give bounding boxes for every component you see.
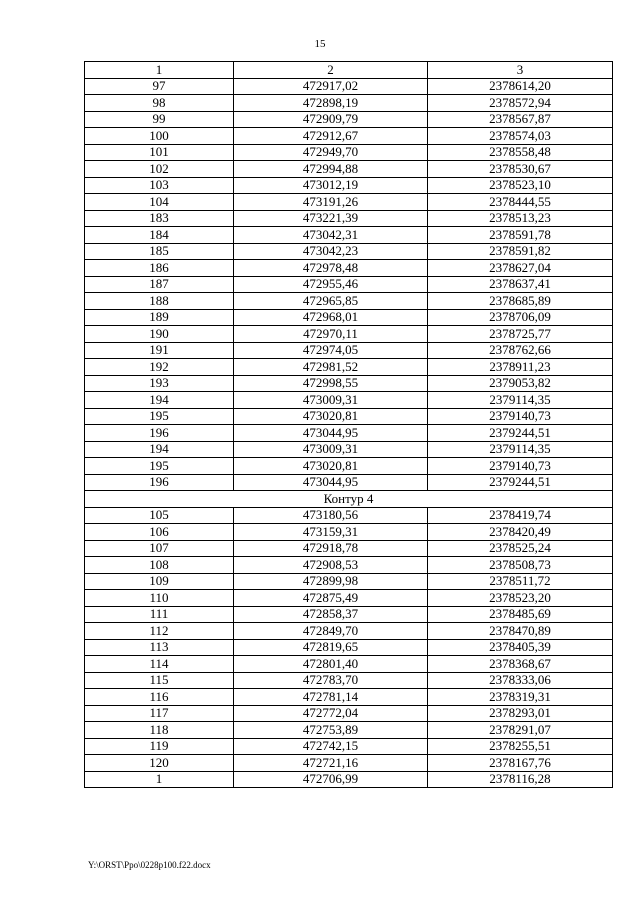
table-row [85,474,613,491]
x-coordinate-cell: 472898,19 [234,95,428,112]
y-coordinate-cell: 2378572,94 [428,95,613,112]
table-row [85,144,613,161]
y-coordinate-cell: 2378523,20 [428,590,613,607]
table-row [85,95,613,112]
x-coordinate-cell: 472965,85 [234,293,428,310]
x-coordinate-cell: 472772,04 [234,705,428,722]
point-number-cell: 103 [85,177,234,194]
y-coordinate-cell: 2378333,06 [428,672,613,689]
table-row [85,243,613,260]
coordinates-table [84,61,613,788]
table-row [85,689,613,706]
x-coordinate-cell: 473044,95 [234,425,428,442]
table-row [85,656,613,673]
table-row [85,111,613,128]
point-number-cell: 104 [85,194,234,211]
x-coordinate-cell: 472783,70 [234,672,428,689]
table-row [85,161,613,178]
x-coordinate-cell: 473159,31 [234,524,428,541]
point-number-cell: 110 [85,590,234,607]
y-coordinate-cell: 2378574,03 [428,128,613,145]
y-coordinate-cell: 2378420,49 [428,524,613,541]
point-number-cell: 1 [85,771,234,788]
y-coordinate-cell: 2379114,35 [428,392,613,409]
point-number-cell: 117 [85,705,234,722]
table-row [85,705,613,722]
y-coordinate-cell: 2379244,51 [428,474,613,491]
y-coordinate-cell: 2378291,07 [428,722,613,739]
y-coordinate-cell: 2378627,04 [428,260,613,277]
table-row [85,227,613,244]
point-number-cell: 118 [85,722,234,739]
point-number-cell: 109 [85,573,234,590]
x-coordinate-cell: 472918,78 [234,540,428,557]
y-coordinate-cell: 2379114,35 [428,441,613,458]
x-coordinate-cell: 472781,14 [234,689,428,706]
y-coordinate-cell: 2378485,69 [428,606,613,623]
table-row [85,392,613,409]
point-number-cell: 115 [85,672,234,689]
point-number-cell: 120 [85,755,234,772]
x-coordinate-cell: 473020,81 [234,408,428,425]
y-coordinate-cell: 2378513,23 [428,210,613,227]
point-number-cell: 196 [85,425,234,442]
table-row [85,524,613,541]
y-coordinate-cell: 2378614,20 [428,78,613,95]
point-number-cell: 116 [85,689,234,706]
x-coordinate-cell: 473221,39 [234,210,428,227]
point-number-cell: 97 [85,78,234,95]
x-coordinate-cell: 473180,56 [234,507,428,524]
x-coordinate-cell: 472819,65 [234,639,428,656]
x-coordinate-cell: 472753,89 [234,722,428,739]
table-row [85,309,613,326]
x-coordinate-cell: 472849,70 [234,623,428,640]
point-number-cell: 108 [85,557,234,574]
x-coordinate-cell: 473042,23 [234,243,428,260]
point-number-cell: 112 [85,623,234,640]
point-number-cell: 113 [85,639,234,656]
x-coordinate-cell: 472994,88 [234,161,428,178]
y-coordinate-cell: 2378591,78 [428,227,613,244]
x-coordinate-cell: 472981,52 [234,359,428,376]
x-coordinate-cell: 472706,99 [234,771,428,788]
x-coordinate-cell: 473009,31 [234,392,428,409]
x-coordinate-cell: 472949,70 [234,144,428,161]
point-number-cell: 186 [85,260,234,277]
point-number-cell: 106 [85,524,234,541]
table-row [85,210,613,227]
table-row [85,326,613,343]
y-coordinate-cell: 2378405,39 [428,639,613,656]
x-coordinate-cell: 472970,11 [234,326,428,343]
table-row [85,78,613,95]
y-coordinate-cell: 2378116,28 [428,771,613,788]
x-coordinate-cell: 473191,26 [234,194,428,211]
table-row [85,722,613,739]
y-coordinate-cell: 2378255,51 [428,738,613,755]
table-header-row [85,62,613,79]
x-coordinate-cell: 472801,40 [234,656,428,673]
table-row [85,359,613,376]
y-coordinate-cell: 2378685,89 [428,293,613,310]
table-row [85,623,613,640]
x-coordinate-cell: 472908,53 [234,557,428,574]
point-number-cell: 100 [85,128,234,145]
x-coordinate-cell: 472917,02 [234,78,428,95]
table-row [85,672,613,689]
point-number-cell: 195 [85,408,234,425]
point-number-cell: 111 [85,606,234,623]
point-number-cell: 194 [85,441,234,458]
point-number-cell: 185 [85,243,234,260]
table-row [85,128,613,145]
y-coordinate-cell: 2378911,23 [428,359,613,376]
point-number-cell: 184 [85,227,234,244]
point-number-cell: 190 [85,326,234,343]
y-coordinate-cell: 2378511,72 [428,573,613,590]
column-header-y: 3 [428,62,613,79]
x-coordinate-cell: 473044,95 [234,474,428,491]
point-number-cell: 196 [85,474,234,491]
y-coordinate-cell: 2378530,67 [428,161,613,178]
x-coordinate-cell: 473020,81 [234,458,428,475]
point-number-cell: 193 [85,375,234,392]
x-coordinate-cell: 472978,48 [234,260,428,277]
x-coordinate-cell: 472909,79 [234,111,428,128]
y-coordinate-cell: 2378167,76 [428,755,613,772]
x-coordinate-cell: 472968,01 [234,309,428,326]
y-coordinate-cell: 2378470,89 [428,623,613,640]
point-number-cell: 195 [85,458,234,475]
footer-file-path: Y:\ORST\Ppo\0228p100.f22.docx [88,860,211,870]
section-title-row [85,491,613,508]
x-coordinate-cell: 473009,31 [234,441,428,458]
column-header-x: 2 [234,62,428,79]
table-row [85,375,613,392]
y-coordinate-cell: 2378525,24 [428,540,613,557]
point-number-cell: 191 [85,342,234,359]
x-coordinate-cell: 472742,15 [234,738,428,755]
y-coordinate-cell: 2378444,55 [428,194,613,211]
y-coordinate-cell: 2378508,73 [428,557,613,574]
contour-title: Контур 4 [85,491,613,508]
table-row [85,177,613,194]
table-row [85,639,613,656]
table-row [85,441,613,458]
y-coordinate-cell: 2379140,73 [428,458,613,475]
table-row [85,738,613,755]
y-coordinate-cell: 2379244,51 [428,425,613,442]
x-coordinate-cell: 472721,16 [234,755,428,772]
x-coordinate-cell: 473012,19 [234,177,428,194]
table-row [85,293,613,310]
x-coordinate-cell: 472899,98 [234,573,428,590]
point-number-cell: 114 [85,656,234,673]
table-row [85,276,613,293]
y-coordinate-cell: 2379053,82 [428,375,613,392]
y-coordinate-cell: 2378725,77 [428,326,613,343]
point-number-cell: 187 [85,276,234,293]
table-row [85,425,613,442]
table-row [85,557,613,574]
y-coordinate-cell: 2378591,82 [428,243,613,260]
point-number-cell: 101 [85,144,234,161]
table-row [85,606,613,623]
page-number: 15 [314,38,326,50]
point-number-cell: 99 [85,111,234,128]
point-number-cell: 194 [85,392,234,409]
point-number-cell: 119 [85,738,234,755]
table-row [85,755,613,772]
x-coordinate-cell: 472998,55 [234,375,428,392]
y-coordinate-cell: 2378762,66 [428,342,613,359]
point-number-cell: 98 [85,95,234,112]
table-row [85,194,613,211]
y-coordinate-cell: 2378419,74 [428,507,613,524]
point-number-cell: 105 [85,507,234,524]
x-coordinate-cell: 472875,49 [234,590,428,607]
table-row [85,771,613,788]
x-coordinate-cell: 472912,67 [234,128,428,145]
y-coordinate-cell: 2378706,09 [428,309,613,326]
x-coordinate-cell: 472974,05 [234,342,428,359]
point-number-cell: 189 [85,309,234,326]
table-row [85,342,613,359]
y-coordinate-cell: 2378637,41 [428,276,613,293]
x-coordinate-cell: 473042,31 [234,227,428,244]
point-number-cell: 183 [85,210,234,227]
table-row [85,507,613,524]
column-header-point-number: 1 [85,62,234,79]
table-row [85,590,613,607]
point-number-cell: 107 [85,540,234,557]
point-number-cell: 188 [85,293,234,310]
table-row [85,573,613,590]
y-coordinate-cell: 2378523,10 [428,177,613,194]
table-row [85,540,613,557]
point-number-cell: 102 [85,161,234,178]
y-coordinate-cell: 2378368,67 [428,656,613,673]
point-number-cell: 192 [85,359,234,376]
y-coordinate-cell: 2378293,01 [428,705,613,722]
table-row [85,458,613,475]
x-coordinate-cell: 472955,46 [234,276,428,293]
y-coordinate-cell: 2379140,73 [428,408,613,425]
y-coordinate-cell: 2378319,31 [428,689,613,706]
table-body [85,78,613,788]
y-coordinate-cell: 2378567,87 [428,111,613,128]
x-coordinate-cell: 472858,37 [234,606,428,623]
table-row [85,408,613,425]
y-coordinate-cell: 2378558,48 [428,144,613,161]
table-row [85,260,613,277]
